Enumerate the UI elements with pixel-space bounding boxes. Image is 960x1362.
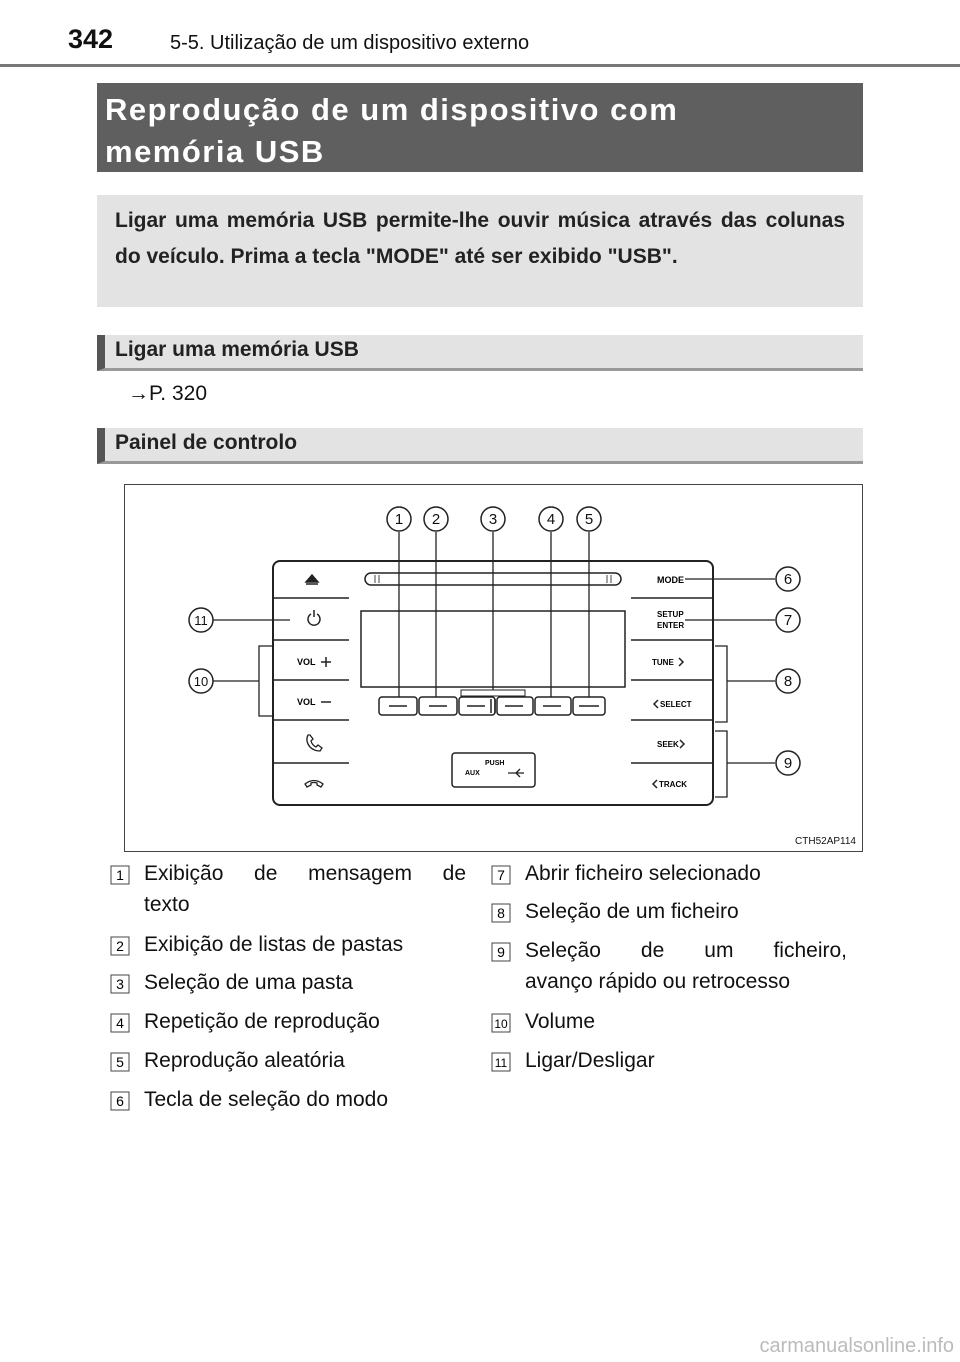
subsection-connect-usb: Ligar uma memória USB <box>97 335 863 371</box>
legend-number-10 <box>491 1013 511 1033</box>
legend-text-5: Reprodução aleatória <box>144 1049 345 1072</box>
legend-number-5 <box>110 1052 130 1072</box>
svg-text:11: 11 <box>494 1056 508 1070</box>
vol-minus-label: VOL <box>297 697 316 707</box>
section-title-line2: memória USB <box>105 134 325 169</box>
callout-4: 4 <box>546 511 556 528</box>
chevron-right-icon <box>680 740 684 748</box>
tune-label: TUNE <box>652 658 674 667</box>
select-label: SELECT <box>660 700 692 709</box>
page-reference[interactable]: →P. 320 <box>128 382 208 405</box>
enter-label: ENTER <box>657 621 685 630</box>
page-number: 342 <box>68 24 114 54</box>
legend-number-8 <box>491 903 511 923</box>
intro-text: Ligar uma memória USB permite-lhe ouvir música através das colunas do veículo. Prima a tecla "MODE" até ser exibido "USB". <box>97 195 863 307</box>
legend-text-1b: texto <box>144 893 190 916</box>
legend-text-4: Repetição de reprodução <box>144 1010 380 1033</box>
callout-7: 7 <box>783 612 793 629</box>
legend-number-7 <box>491 865 511 885</box>
legend-number-4 <box>110 1013 130 1033</box>
section-title-line1: Reprodução de um dispositivo com <box>105 92 679 127</box>
power-icon <box>308 610 320 625</box>
legend-number-3 <box>110 974 130 994</box>
svg-text:8: 8 <box>497 905 505 921</box>
track-label: TRACK <box>659 780 687 789</box>
control-panel-illustration <box>125 485 862 851</box>
legend-text-8: Seleção de um ficheiro <box>525 900 739 923</box>
chevron-left-icon <box>653 780 657 788</box>
callout-10: 10 <box>193 674 209 689</box>
watermark: carmanualsonline.info <box>759 1335 954 1357</box>
phone-hangup-icon <box>305 781 323 788</box>
figure-code: CTH52AP114 <box>795 836 856 847</box>
callout-9: 9 <box>783 755 793 772</box>
legend-text-10: Volume <box>525 1010 596 1033</box>
aux-label: AUX <box>465 770 480 777</box>
svg-text:3: 3 <box>116 976 124 992</box>
svg-text:1: 1 <box>116 867 124 883</box>
eject-icon <box>306 575 318 584</box>
svg-text:2: 2 <box>116 938 124 954</box>
svg-text:6: 6 <box>116 1093 124 1109</box>
svg-text:10: 10 <box>494 1017 508 1031</box>
legend-text-9: Seleção de um ficheiro, <box>525 939 847 962</box>
chapter-title: 5-5. Utilização de um dispositivo externo <box>170 32 530 54</box>
callout-3: 3 <box>488 511 498 528</box>
legend-number-6 <box>110 1091 130 1111</box>
phone-pickup-icon <box>307 735 322 751</box>
legend-number-2 <box>110 936 130 956</box>
svg-text:5: 5 <box>116 1054 124 1070</box>
callout-11: 11 <box>194 613 208 628</box>
control-panel-figure <box>124 484 863 852</box>
legend-text-2: Exibição de listas de pastas <box>144 933 404 956</box>
svg-text:7: 7 <box>497 867 505 883</box>
mode-label: MODE <box>657 575 684 585</box>
section-title-band <box>97 83 863 172</box>
legend-number-1 <box>110 865 130 885</box>
legend-text-9b: avanço rápido ou retrocesso <box>525 970 790 993</box>
subsection-control-panel: Painel de controlo <box>97 428 863 464</box>
legend-text-11: Ligar/Desligar <box>525 1049 655 1072</box>
callout-1: 1 <box>394 511 404 528</box>
callout-2: 2 <box>431 511 441 528</box>
legend-text-1: Exibição de mensagem de <box>144 862 466 885</box>
plus-icon <box>321 657 331 667</box>
callout-5: 5 <box>584 511 594 528</box>
header-rule <box>0 64 960 67</box>
chevron-right-icon <box>679 658 683 666</box>
legend-number-9 <box>491 942 511 962</box>
callout-6: 6 <box>783 571 793 588</box>
push-label: PUSH <box>485 760 505 767</box>
chevron-left-icon <box>654 700 658 708</box>
seek-label: SEEK <box>657 740 679 749</box>
legend-text-7: Abrir ficheiro selecionado <box>525 862 761 885</box>
legend-number-11 <box>491 1052 511 1072</box>
svg-text:4: 4 <box>116 1015 124 1031</box>
callout-8: 8 <box>783 673 793 690</box>
legend-text-6: Tecla de seleção do modo <box>144 1088 388 1111</box>
vol-plus-label: VOL <box>297 657 316 667</box>
legend-text-3: Seleção de uma pasta <box>144 971 353 994</box>
setup-label: SETUP <box>657 610 684 619</box>
svg-text:9: 9 <box>497 944 505 960</box>
usb-icon <box>508 769 524 777</box>
